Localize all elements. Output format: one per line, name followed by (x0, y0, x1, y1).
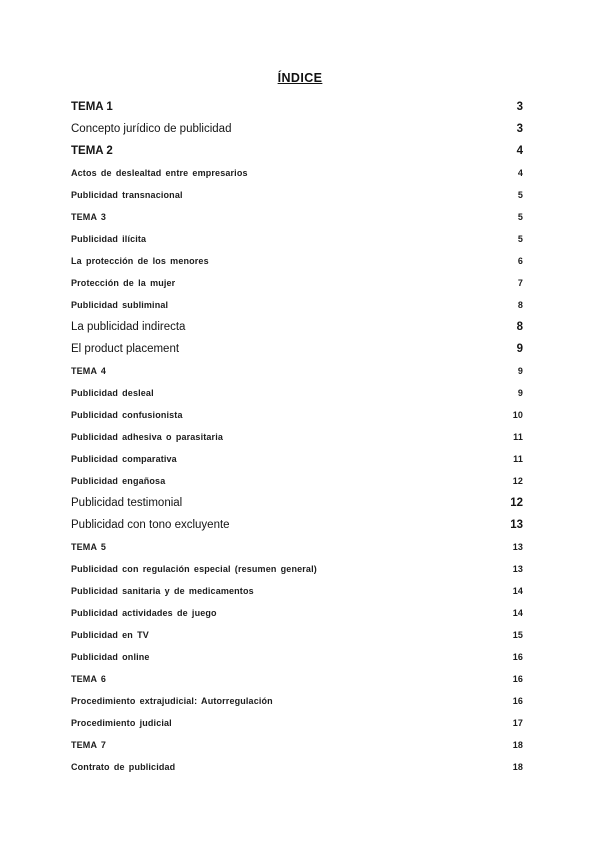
toc-entry (71, 140, 523, 162)
toc-entry-page-number: 13 (510, 519, 523, 531)
toc-entry-page-number: 17 (512, 718, 523, 728)
toc-entry-page-number: 3 (516, 123, 523, 135)
toc-entry-label: Publicidad engañosa (71, 476, 166, 486)
toc-entry-page-number: 16 (512, 652, 523, 662)
toc-entry-label: Publicidad subliminal (71, 300, 169, 310)
toc-entry (71, 646, 523, 668)
toc-entry (71, 734, 523, 756)
toc-entry-label: Actos de deslealtad entre empresarios (71, 168, 248, 178)
toc-entry-label: Publicidad transnacional (71, 190, 183, 200)
toc-entry (71, 668, 523, 690)
toc-entry-page-number: 9 (517, 366, 523, 376)
toc-entry-label: TEMA 7 (71, 740, 107, 750)
toc-entry-label: TEMA 6 (71, 674, 107, 684)
toc-entry (71, 426, 523, 448)
toc-entry (71, 536, 523, 558)
toc-entry-page-number: 5 (517, 212, 523, 222)
toc-entry-label: La protección de los menores (71, 256, 209, 266)
toc-entry-page-number: 8 (516, 321, 523, 333)
toc-entry-label: Procedimiento judicial (71, 718, 172, 728)
toc-entry (71, 272, 523, 294)
toc-entry-page-number: 12 (510, 497, 523, 509)
toc-entry-label: Contrato de publicidad (71, 762, 176, 772)
toc-entry-label: Publicidad ilícita (71, 234, 147, 244)
page-title (0, 69, 600, 87)
toc-entry (71, 118, 523, 140)
toc-entry-page-number: 13 (512, 564, 523, 574)
toc-entry-page-number: 18 (512, 762, 523, 772)
toc-entry-page-number: 8 (517, 300, 523, 310)
toc-entry-page-number: 10 (512, 410, 523, 420)
toc-entry (71, 514, 523, 536)
toc-entry (71, 712, 523, 734)
toc-entry (71, 580, 523, 602)
toc-entry-label: Publicidad adhesiva o parasitaria (71, 432, 224, 442)
toc-entry (71, 96, 523, 118)
toc-entry (71, 294, 523, 316)
toc-entry-label: El product placement (71, 343, 180, 355)
toc-entry-label: Protección de la mujer (71, 278, 176, 288)
toc-entry-label: TEMA 3 (71, 212, 107, 222)
toc-entry (71, 316, 523, 338)
toc-entry-page-number: 9 (517, 388, 523, 398)
toc-entry (71, 756, 523, 778)
toc-entry-page-number: 4 (516, 145, 523, 157)
toc-entry-page-number: 15 (512, 630, 523, 640)
toc-entry-page-number: 5 (517, 190, 523, 200)
toc-entry (71, 338, 523, 360)
toc-entry (71, 404, 523, 426)
toc-entry-label: Publicidad con tono excluyente (71, 519, 230, 531)
toc-entry-label: Concepto jurídico de publicidad (71, 123, 232, 135)
toc-entry-page-number: 12 (512, 476, 523, 486)
toc-entry-label: Procedimiento extrajudicial: Autorregulación (71, 696, 273, 706)
toc-entry (71, 162, 523, 184)
toc-entry-label: TEMA 2 (71, 145, 113, 157)
toc-entry-label: Publicidad en TV (71, 630, 149, 640)
toc-list (71, 96, 523, 778)
toc-entry-page-number: 16 (512, 696, 523, 706)
toc-entry (71, 624, 523, 646)
toc-entry-label: Publicidad confusionista (71, 410, 183, 420)
toc-entry-page-number: 5 (517, 234, 523, 244)
toc-entry-label: La publicidad indirecta (71, 321, 186, 333)
toc-entry-page-number: 11 (513, 432, 523, 442)
toc-entry-page-number: 11 (513, 454, 523, 464)
toc-entry-label: Publicidad sanitaria y de medicamentos (71, 586, 254, 596)
toc-entry (71, 360, 523, 382)
index-title: ÍNDICE (277, 71, 323, 85)
toc-entry (71, 206, 523, 228)
toc-entry-label: Publicidad comparativa (71, 454, 177, 464)
toc-entry (71, 492, 523, 514)
toc-entry-page-number: 14 (512, 586, 523, 596)
toc-entry (71, 690, 523, 712)
toc-entry (71, 382, 523, 404)
toc-entry-page-number: 13 (512, 542, 523, 552)
toc-entry (71, 184, 523, 206)
toc-entry (71, 602, 523, 624)
toc-entry (71, 250, 523, 272)
toc-entry-page-number: 7 (517, 278, 523, 288)
toc-entry-label: Publicidad con regulación especial (resumen general) (71, 564, 317, 574)
toc-entry-page-number: 18 (512, 740, 523, 750)
toc-entry (71, 470, 523, 492)
toc-entry-page-number: 16 (512, 674, 523, 684)
toc-entry-label: Publicidad online (71, 652, 150, 662)
toc-entry-label: Publicidad testimonial (71, 497, 183, 509)
toc-entry-label: TEMA 5 (71, 542, 107, 552)
toc-entry (71, 228, 523, 250)
toc-entry-page-number: 6 (517, 256, 523, 266)
toc-entry-label: Publicidad actividades de juego (71, 608, 217, 618)
toc-entry-label: TEMA 1 (71, 101, 113, 113)
toc-entry-label: TEMA 4 (71, 366, 107, 376)
toc-entry-page-number: 14 (512, 608, 523, 618)
toc-entry-page-number: 4 (517, 168, 523, 178)
toc-entry-label: Publicidad desleal (71, 388, 154, 398)
toc-entry (71, 558, 523, 580)
toc-entry-page-number: 9 (516, 343, 523, 355)
toc-entry (71, 448, 523, 470)
toc-entry-page-number: 3 (516, 101, 523, 113)
